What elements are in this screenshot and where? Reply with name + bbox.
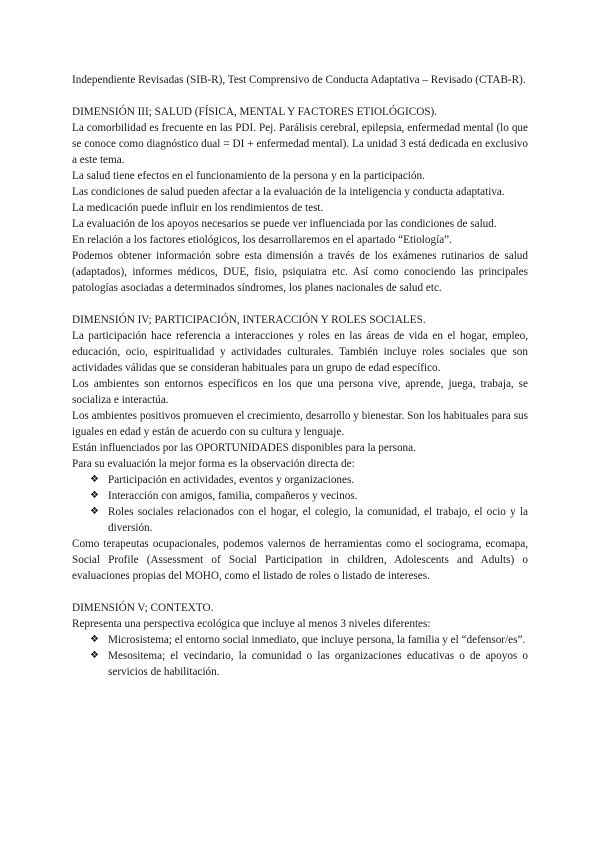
list-item (72, 504, 528, 536)
section4-paragraph: Están influenciados por las OPORTUNIDADES disponibles para la persona. (72, 442, 416, 454)
list-item (72, 472, 528, 488)
list-item-text: Interacción con amigos, familia, compañeros y vecinos. (108, 490, 358, 502)
section3-paragraph: La medicación puede influir en los rendimientos de test. (72, 202, 324, 214)
section5-heading: DIMENSIÓN V; CONTEXTO. (72, 602, 214, 614)
diamond-cross-bullet-icon: ❖ (90, 490, 99, 501)
section4-paragraph: Los ambientes son entornos específicos en los que una persona vive, aprende, juega, trabaja, se socializa e interactúa. (72, 378, 528, 406)
list-item (72, 488, 528, 504)
intro-paragraph: Independiente Revisadas (SIB-R), Test Comprensivo de Conducta Adaptativa – Revisado (CTAB-R). (72, 74, 526, 86)
section3-paragraph: La evaluación de los apoyos necesarios se puede ver influenciada por las condiciones de salud. (72, 218, 497, 230)
section3-paragraph: La comorbilidad es frecuente en las PDI. Pej. Parálisis cerebral, epilepsia, enfermedad mental (lo que se conoce como diagnóstico dual = DI + enfermedad mental). La unidad 3 está dedicada en exclusivo a este tema. (72, 122, 528, 166)
diamond-cross-bullet-icon: ❖ (90, 634, 99, 645)
section4-paragraph: La participación hace referencia a interacciones y roles en las áreas de vida en el hogar, empleo, educación, ocio, espiritualidad y actividades culturales. También incluye roles sociales que son actividades válidas que se consideran habituales para un grupo de edad específico. (72, 330, 528, 374)
section3-paragraph: Las condiciones de salud pueden afectar a la evaluación de la inteligencia y conducta adaptativa. (72, 186, 505, 198)
diamond-cross-bullet-icon: ❖ (90, 506, 99, 517)
list-item (72, 648, 528, 680)
list-item-text: Participación en actividades, eventos y organizaciones. (108, 474, 355, 486)
section4-heading: DIMENSIÓN IV; PARTICIPACIÓN, INTERACCIÓN Y ROLES SOCIALES. (72, 314, 426, 326)
list-item-text: Roles sociales relacionados con el hogar, el colegio, la comunidad, el trabajo, el ocio y la diversión. (108, 506, 528, 534)
section3-paragraph: Podemos obtener información sobre esta dimensión a través de los exámenes rutinarios de salud (adaptados), informes médicos, DUE, fisio, psiquiatra etc. Así como conociendo las principales patologías asociadas a determinados síndromes, los planes nacionales de salud etc. (72, 250, 528, 294)
section5-paragraph: Representa una perspectiva ecológica que incluye al menos 3 niveles diferentes: (72, 618, 431, 630)
document-content (72, 72, 528, 680)
section4-paragraph: Para su evaluación la mejor forma es la observación directa de: (72, 458, 355, 470)
section3-paragraph: En relación a los factores etiológicos, los desarrollaremos en el apartado “Etiología”. (72, 234, 452, 246)
section3-paragraph: La salud tiene efectos en el funcionamiento de la persona y en la participación. (72, 170, 425, 182)
list-item (72, 632, 528, 648)
section4-bullet-list (72, 472, 528, 536)
section4-paragraph: Los ambientes positivos promueven el crecimiento, desarrollo y bienestar. Son los habituales para sus iguales en edad y están de acuerdo con su cultura y lenguaje. (72, 410, 528, 438)
section5-bullet-list (72, 632, 528, 680)
diamond-cross-bullet-icon: ❖ (90, 650, 99, 661)
diamond-cross-bullet-icon: ❖ (90, 474, 99, 485)
section4-closing-paragraph: Como terapeutas ocupacionales, podemos valernos de herramientas como el sociograma, ecomapa, Social Profile (Assessment of Social Participation in children, Adolescents and Adults) o evaluaciones propias del MOHO, como el listado de roles o listado de intereses. (72, 538, 528, 582)
list-item-text: Mesositema; el vecindario, la comunidad o las organizaciones educativas o de apoyos o servicios de habilitación. (108, 650, 528, 678)
section3-heading: DIMENSIÓN III; SALUD (FÍSICA, MENTAL Y FACTORES ETIOLÓGICOS). (72, 106, 438, 118)
list-item-text: Microsistema; el entorno social inmediato, que incluye persona, la familia y el “defensor/es”. (108, 634, 526, 646)
